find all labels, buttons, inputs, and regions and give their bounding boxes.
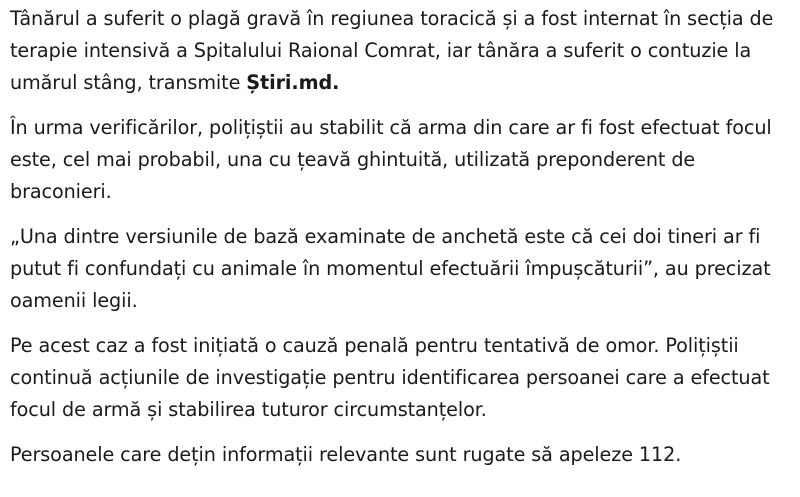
paragraph-4: Pe acest caz a fost inițiată o cauză penală pentru tentativă de omor. Polițiștii continuă acțiunile de investigație pentru identificarea persoanei care a efectuat focul de armă și stabilirea tuturor circumstanțelor. [10, 334, 770, 421]
source-link-stiri-md[interactable]: Știri.md. [246, 71, 340, 94]
paragraph-3-quote: „Una dintre versiunile de bază examinate de anchetă este că cei doi tineri ar fi putut fi confundați cu animale în momentul efectuării împușcăturii”, au precizat oamenii legii. [10, 225, 771, 312]
article-body [10, 0, 795, 484]
paragraph-2: În urma verificărilor, polițiștii au stabilit că arma din care ar fi fost efectuat focul este, cel mai probabil, una cu țeavă ghintuită, utilizată preponderent de braconieri. [10, 116, 772, 203]
paragraph-1-text: Tânărul a suferit o plagă gravă în regiunea toracică și a fost internat în secția de terapie intensivă a Spitalului Raional Comrat, iar tânăra a suferit o contuzie la umărul stâng, transmite [10, 7, 774, 94]
paragraph-5: Persoanele care dețin informații relevante sunt rugate să apeleze 112. [10, 443, 682, 466]
paragraph-1 [10, 3, 795, 99]
